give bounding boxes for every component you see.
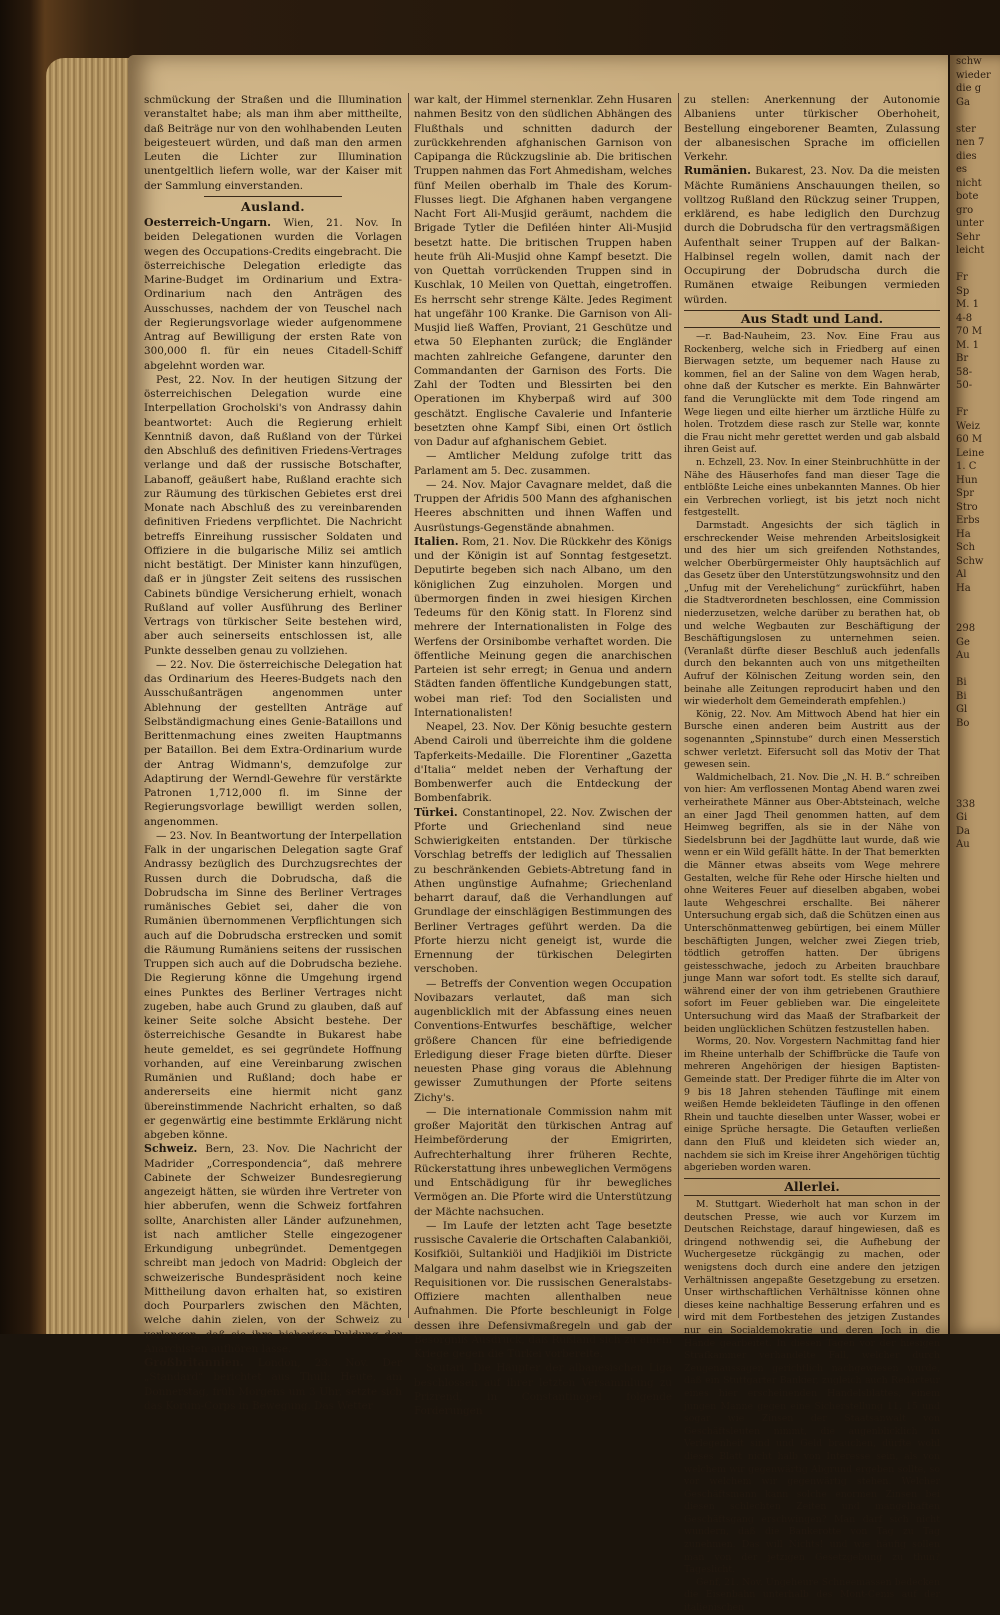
adjacent-page-fragment: es (956, 164, 968, 175)
article-text: Scutari. Die Häupter der albanesischen Liga beschlossen auf ihrer letzten Versammlung zu Prizrend, in Constantinopel folgende Forderungen (414, 1362, 672, 1417)
article-text: — Im Laufe der letzten acht Tage besetzte russische Cavalerie die Ortschaften Calabankiöi, Kosifkiöi, Sultankiöi und Hadjikiöi im Districte Malgara und nahm daselbst wie in Kriegszeiten Requisitionen vor. Die russischen Generalstabs-Offiziere machten allenthalben neue Aufnahmen. Die Pforte beschleunigt in Folge dessen ihre Defensivmaßregeln und gab der Besorgniß Ausdruck, daß Rußland sich zu einem Kriege gegen die Türkei vorbereite. (414, 1219, 672, 1360)
article-text: war kalt, der Himmel sternenklar. Zehn Husaren nahmen Besitz von den südlichen Abhängen des Flußthals und schnitten dadurch der zurückkehrenden afghanischen Garnison von Capipanga die Rückzugslinie ab. Die britischen Truppen nahmen das Fort Ahmedisham, welches fünf Meilen oberhalb im Thale des Korum-Flusses liegt. Die Afghanen haben vergangene Nacht Fort Ali-Musjid geräumt, nachdem die Brigade Tytler die Defiléen hinter Ali-Musjid besetzt hatte. Die britischen Truppen haben heute früh Ali-Musjid ohne Kampf besetzt. Die von Quettah vorrückenden Truppen sind in Kuschlak, 10 Meilen von Quettah, eingetroffen. Es herrscht sehr strenge Kälte. Jedes Regiment hat ungefähr 100 Kranke. Die Garnison von Ali-Musjid ließ Waffen, Proviant, 21 Geschütze und etwa 50 Elephanten zurück; die Engländer machten zahlreiche Gefangene, darunter den Commandanten der Garnison des Forts. Die Zahl der Todten und Blessirten bei den Operationen im Khyberpaß wird auf 300 geschätzt. Englische Cavalerie und Infanterie besetzten ohne Kampf Sibi, einen Ort östlich von Dadur auf afghanischem Gebiet. (414, 94, 672, 448)
adjacent-page-fragment: Weiz (956, 420, 980, 432)
adjacent-page-fragment (950, 784, 1000, 798)
adjacent-page-fragment: nen 7 (956, 137, 985, 148)
adjacent-page-fragment: Ha (956, 582, 971, 594)
adjacent-page-fragment: leicht (956, 245, 985, 256)
article-text: M. Stuttgart. Wiederholt hat man schon in der deutschen Presse, wie auch vor Kurzem im Deutschen Reichstage, darauf hingewiesen, daß es dringend nothwendig sei, die Aufhebung der Wuchergesetze rückgängig zu machen, oder wenigstens doch durch eine andere den jetzigen Verhältnissen angepaßte Gesetzgebung zu ersetzen. Unser wirthschaftlichen Verhältnisse können ohne dieses keine nachhaltige Besserung erfahren und es wird mit dem Fortbestehen des jetzigen Zustandes nur ein Socialdemokratie und deren Joch in die Hände gearbeitet. In diesen Tagen vor der hiesigen Strafkammer verhandelte Fall, welcher durch Zeugenaussagen gerichtlich nachgewiesen wurde, daß ein Stuttgarter Bankier, zugleich auch Redacteur eines hier erscheinenden Handelsblattes, einem jungen Manne gegen eine Sicherstellung 11, 15 und sogar wie Zinsen der Staatsanwalt von Geschäftsleuten nimmt, die augenblicklich in Verlegenheit sind und Geld brauchen, dürfte wohl dieses Blatt nicht halb von Interesse sein, als von welchem wir gegenwärtig Abgrund ergeben sollte, so vor welchem wir gegenwärtig stehen. Welcher Geschäftsmann kann solche enormen Zinsen bei diesen schlechten Zeiten und mangelhaften Geschäftsgang erschwingen? Man darf sich nicht wundern, daß die Bankerotte von Tag zu Tag zunehmen. Das will Nichts! und wie häufig sollen man von der jetzigen Gesetzgebung zu thun? Tageslicht. (684, 1199, 940, 1576)
article-text: Genf, 21. Nov. Ungeheure Schneemassen bedecken die Eisenbahn unterhalb des Mont-Cenis auf der italienischen (684, 1576, 940, 1614)
adjacent-page-fragment: M. 1 (956, 339, 979, 351)
country-heading: Großbritannien. (144, 1356, 244, 1369)
article-text: Pest, 22. Nov. In der heutigen Sitzung der österreichischen Delegation wurde eine Interpellation Grocholski's von Andrassy dahin beantwortet: Auch die Regierung erhielt Kenntniß davon, daß Rußland von der Türkei den Abschluß des definitiven Friedens-Vertrages verlange und daß der russische Botschafter, Labanoff, geäußert habe, Rußland erachte sich zur Räumung des türkischen Gebietes erst drei Monate nach Abschluß des zu vereinbarenden definitiven Friedens verpflichtet. Die Nachricht betreffs Einreihung russischer Soldaten und Offiziere in die bulgarische Miliz sei amtlich nicht bestätigt. Der Minister kann hinzufügen, daß er in jüngster Zeit seitens des russischen Cabinets bündige Versicherung erhielt, wonach Rußland auf voller Ausführung des Berliner Vertrags von türkischer Seite bestehen wird, aber auch seinerseits entschlossen ist, alle Punkte desselben genau zu vollziehen. (144, 373, 402, 657)
article-text: Worms, 20. Nov. Vorgestern Nachmittag fand hier im Rheine unterhalb der Schiffbrücke die Taufe von mehreren Angehörigen der hiesigen Baptisten-Gemeinde statt. Der Prediger führte die im Alter von 9 bis 18 Jahren stehenden Täuflinge mit einem weißen Hemde bekleideten Täuflinge in den offenen Rhein und tauchte dieselben unter Wasser, wobei er einige Sprüche hersagte. Die Getauften verließen dann den Fluß und kleideten sich wieder an, nachdem sie sich im Kreise ihrer Angehörigen tüchtig abgerieben worden waren. (684, 1036, 940, 1174)
adjacent-page-fragment: M. 1 (956, 299, 979, 310)
article-text: Rom, 21. Nov. Die Rückkehr des Königs und der Königin ist auf Sonntag festgesetzt. Deputirte begeben sich nach Albano, um den königlichen Zug einzuholen. Morgen und übermorgen finden in zwei hiesigen Kirchen Tedeums für den König statt. In Florenz sind mehrere der Internationalisten in Folge des Werfens der Orsinibombe verhaftet worden. Die öffentliche Meinung gegen die anarchischen Parteien ist sehr erregt; in Genua und andern Städten fanden öffentliche Kundgebungen statt, wobei man rief: Tod den Socialisten und Internationalisten! (414, 535, 672, 719)
adjacent-page-fragment: Fr (956, 272, 968, 283)
adjacent-page-fragment (950, 946, 1000, 960)
article-text: Waldmichelbach, 21. Nov. Die „N. H. B.“ schreiben von hier: Am verflossenen Montag Abend waren zwei verheirathete Männer aus Ober-Abtsteinach, welche an einer Jagd Theil genommen hatten, auf dem Heimweg begriffen, als sie in der Nähe von Siedelsbrunn bei der Jagdhütte laut wurde, daß wie wenn er ein Wild gefällt hätte. In der That bemerkten die Männer etwas abseits vom Wege mehrere Gestalten, welche für Rehe oder Hirsche hielten und ohne Weiteres Feuer auf dieselben abgaben, wobei laute Wehgeschrei erschallte. Bei näherer Untersuchung ergab sich, daß die Schützen einen aus Unterschönmattenweg gebürtigen, bei einem Müller beschäftigten Jungen, welcher zwei Ziegen trieb, tödtlich getroffen hatten. Der übrigens geistesschwache, jedoch zu Arbeiten brauchbare junge Mann war sofort todt. Es stellte sich darauf, während einer der von ihm getriebenen Grauthiere sofort im Feuer geblieben war. Die eingeleitete Untersuchung wird das Maaß der Strafbarkeit der beiden unglücklichen Schützen festzustellen haben. (684, 771, 940, 1035)
separator-rule (204, 196, 342, 197)
article-text: König, 22. Nov. Am Mittwoch Abend hat hier ein Bursche einen anderen beim Austritt aus der sogenannten „Spinnstube“ durch einen Messerstich schwer verletzt. Eifersucht soll das Motiv der That gewesen sein. (684, 708, 940, 771)
adjacent-page-fragment: 1. C (956, 461, 977, 472)
adjacent-page-fragment (950, 393, 1000, 407)
adjacent-page-fragment: unter (956, 218, 984, 229)
country-heading: Rumänien. (684, 164, 751, 178)
adjacent-page-fragment: 60 M (956, 434, 983, 445)
adjacent-page-fragment: Sehr (956, 231, 980, 243)
article-text: London, 23. Nov. Der „Standard“ berichtet aus Thull: Heute, am Donnerstag, früh Morgens um 3 Uhr, setzte sich das Korum-Corps in Bewegung. Das Wetter (144, 1357, 402, 1412)
adjacent-page-fragment (950, 595, 1000, 609)
adjacent-page-fragment: Bo (956, 717, 970, 729)
adjacent-page-fragment: 70 M (956, 326, 983, 337)
adjacent-page-fragment (950, 906, 1000, 920)
adjacent-page-fragment: Ha (956, 528, 971, 540)
adjacent-page-fragment: Br (956, 353, 969, 364)
article-text: zu stellen: Anerkennung der Autonomie Albaniens unter türkischer Oberhoheit, Bestellung eingeborener Beamten, Zulassung der albanesischen Sprache im officiellen Verkehr. (684, 94, 940, 163)
article-text: Bern, 23. Nov. Die Nachricht der Madrider „Correspondencia“, daß mehrere Cabinete der Schweizer Bundesregierung angezeigt hätten, sie würden ihre Vertreter von hier abberufen, wenn die Schweiz fortfahren sollte, Anarchisten aller Länder aufzunehmen, ist nach amtlicher Stelle eingezogener Erkundigung unbegründet. Dementgegen schreibt man jedoch von Madrid: Obgleich der schweizerische Bundespräsident noch keine Mittheilung davon erhalten hat, so existiren doch Pourparlers zwischen den Mächten, welche dahin zielen, von der Schweiz zu verlangen, daß sie ihre bisherige Duldung der Anarchisten aufhören lasse. (144, 1143, 402, 1355)
adjacent-page-fragment (950, 609, 1000, 623)
adjacent-page-fragment (950, 744, 1000, 758)
article-text: — 24. Nov. Major Cavagnare meldet, daß die Truppen der Afridis 500 Mann des afghanischen Heeres abschnitten und ihnen Waffen und Ausrüstungs-Gegenstände abnahmen. (414, 478, 672, 534)
adjacent-page-strip (950, 55, 1000, 1334)
adjacent-page-fragment (950, 109, 1000, 123)
adjacent-page-fragment (950, 919, 1000, 933)
adjacent-page-fragment: bote (956, 191, 979, 202)
adjacent-page-fragment (950, 852, 1000, 866)
adjacent-page-fragment: Erbs (956, 515, 980, 526)
article-text: — Die internationale Commission nahm mit großer Majorität den türkischen Antrag auf Heimbeförderung der Emigrirten, Aufrechterhaltung ihrer früheren Rechte, Rückerstattung ihres unbeweglichen Vermögens und Entschädigung für ihr bewegliches Vermögen an. Die Pforte wird die Unterstützung der Mächte nachsuchen. (414, 1105, 672, 1218)
adjacent-page-fragment (950, 663, 1000, 677)
adjacent-page-fragment: 298 (956, 623, 976, 634)
country-heading: Türkei. (414, 805, 458, 819)
country-heading: Italien. (414, 534, 459, 548)
section-heading: Ausland. (240, 198, 306, 214)
adjacent-page-fragment: 50- (956, 380, 973, 391)
adjacent-page-fragment: Au (956, 839, 970, 850)
adjacent-page-fragment (950, 987, 1000, 1001)
adjacent-page-fragment (950, 258, 1000, 272)
adjacent-page-fragment: gro (956, 204, 974, 216)
adjacent-page-fragment: Sp (956, 285, 970, 297)
column-2 (414, 93, 672, 1417)
column-divider (408, 93, 409, 1318)
adjacent-page-fragment (950, 730, 1000, 744)
adjacent-page-fragment: Au (956, 650, 970, 661)
adjacent-page-fragment (950, 865, 1000, 879)
adjacent-page-fragment: Bi (956, 690, 967, 702)
adjacent-page-fragment: Spr (956, 488, 975, 499)
adjacent-page-fragment: Leine (956, 447, 985, 459)
country-heading: Schweiz. (144, 1142, 198, 1156)
adjacent-page-fragment: ster (956, 123, 976, 135)
article-text: — Betreffs der Convention wegen Occupation Novibazars verlautet, daß man sich augenblicklich mit der Abfassung eines neuen Conventions-Entwurfes beschäftige, welcher größere Chancen für eine befriedigende Erledigung dieser Frage bieten dürfte. Dieser neuesten Phase ging voraus die Ablehnung gewisser Zumuthungen der Pforte seitens Zichy's. (414, 977, 672, 1104)
article-text: Wien, 21. Nov. In beiden Delegationen wurden die Vorlagen wegen des Occupations-Credits eingebracht. Die österreichische Delegation erledigte das Marine-Budget im Ordinarium und Extra-Ordinarium nach den Anträgen des Ausschusses, nachdem der von Teuschel nach der Regierungsvorlage wieder aufgenommene Antrag auf Bewilligung der ersten Rate von 300,000 fl. für ein neues Citadell-Schiff abgelehnt worden war. (144, 217, 402, 372)
column-1 (144, 93, 402, 1412)
article-text: Neapel, 23. Nov. Der König besuchte gestern Abend Cairoli und überreichte ihm die goldene Tapferkeits-Medaille. Die Florentiner „Gazetta d'Italia“ meldet neben der Verhaftung der Bombenwerfer auch die Entdeckung der Bombenfabrik. (414, 721, 672, 805)
column-divider (678, 93, 679, 1318)
article-text: schmückung der Straßen und die Illumination veranstaltet habe; als man ihm aber mittheilte, daß Beiträge nur von den wohlhabenden Leuten beigesteuert würden, und daß man den armen Leuten die Lichter zur Illumination unentgeltlich liefern wolle, war der Kaiser mit der Sammlung einverstanden. (144, 94, 402, 192)
adjacent-page-fragment: Stro (956, 501, 978, 513)
adjacent-page-fragment (950, 879, 1000, 893)
adjacent-page-fragment: Ge (956, 636, 970, 648)
article-text: Bukarest, 23. Nov. Da die meisten Mächte Rumäniens Anschauungen theilen, so volltzog Rußland den Rückzug seiner Truppen, erklärend, es habe lediglich den Durchzug durch die Dobrudscha für den vertragsmäßigen Aufenthalt seiner Truppen auf der Balkan-Halbinsel regeln wollen, damit nach der Occupirung der Dobrudscha durch die Rumänen etwaige Reibungen vermieden würden. (684, 165, 940, 306)
adjacent-page-fragment: 338 (956, 798, 976, 810)
adjacent-page-fragment: dies (956, 150, 977, 162)
adjacent-page-fragment: Ga (956, 96, 970, 108)
adjacent-page-fragment: 4-8 (956, 312, 973, 324)
article-text: Darmstadt. Angesichts der sich täglich in erschreckender Weise mehrenden Arbeitslosigkeit und des hier um sich greifenden Nothstandes, welcher Oberbürgermeister Ohly hauptsächlich auf das Gesetz über den Unterstützungswohnsitz und den „Unfug mit der Verehelichung“ zurückführt, haben die Stadtverordneten beschlossen, eine Commission niederzusetzen, welche darüber zu berathen hat, ob und welche Wegbauten zur Beschäftigung der Beschäftigungslosen zu unternehmen seien. (Veranlaßt dürfte dieser Beschluß auch jedenfalls durch den bekannten auch von uns mitgetheilten Aufruf der Kölnischen Zeitung worden sein, den beinahe alle Zeitungen reproducirt haben und den wir wiederholt dem Gemeinderath empfehlen.) (684, 519, 940, 708)
adjacent-page-fragment: Fr (956, 407, 968, 418)
article-text: n. Echzell, 23. Nov. In einer Steinbruchhütte in der Nähe des Häuserhofes fand man dieser Tage die entblößte Leiche eines unbekannten Mannes. Ob hier ein Verbrechen vorliegt, ist bis jetzt noch nicht festgestellt. (684, 456, 940, 519)
adjacent-page-fragment: Bi (956, 677, 967, 688)
adjacent-page-fragment (950, 973, 1000, 987)
newspaper-page (128, 55, 948, 1614)
adjacent-page-fragment: Da (956, 825, 970, 837)
section-heading: Aus Stadt und Land. (684, 310, 940, 328)
adjacent-page-fragment (950, 892, 1000, 906)
article-text: — 22. Nov. Die österreichische Delegation hat das Ordinarium des Heeres-Budgets nach den Ausschußanträgen angenommen unter Ablehnung der gestellten Anträge auf Selbständigmachung eines Genie-Bataillons und Berittenmachung eines zweiten Hauptmanns per Bataillon. Bei dem Extra-Ordinarium wurde der Antrag Widmann's, demzufolge zur Adaptirung der Werndl-Gewehre für verstärkte Patronen 1,712,000 fl. im Sinne der Regierungsvorlage bewilligt werden sollen, angenommen. (144, 658, 402, 828)
adjacent-page-fragment (950, 757, 1000, 771)
section-heading: Allerlei. (684, 1178, 940, 1196)
article-text: — Amtlicher Meldung zufolge tritt das Parlament am 5. Dec. zusammen. (414, 450, 672, 477)
adjacent-page-fragment: Al (956, 569, 967, 580)
adjacent-page-fragment: schw (956, 56, 982, 67)
column-3 (684, 93, 940, 1614)
adjacent-page-fragment (950, 771, 1000, 785)
adjacent-page-fragment: Schw (956, 555, 984, 567)
adjacent-page-fragment: Gi (956, 812, 968, 823)
country-heading: Oesterreich-Ungarn. (144, 216, 271, 229)
article-text: Constantinopel, 22. Nov. Zwischen der Pforte und Griechenland sind neue Schwierigkeiten entstanden. Der türkische Vorschlag betreffs der lediglich auf Thessalien zu beschränkenden Gebiets-Abtretung fand in Athen ungünstige Aufnahme; Griechenland beharrt darauf, daß die Verhandlungen auf Grundlage der einschlägigen Bestimmungen des Berliner Vertrages geführt werden. Da die Pforte hierzu nicht geneigt ist, wurde die Ernennung der türkischen Delegirten verschoben. (414, 806, 672, 976)
adjacent-page-fragment (950, 960, 1000, 974)
adjacent-page-fragment: 58- (956, 366, 973, 378)
adjacent-page-fragment: Hun (956, 474, 978, 486)
page-edges (46, 58, 136, 1334)
article-text: — 23. Nov. In Beantwortung der Interpellation Falk in der ungarischen Delegation sagte Graf Andrassy bezüglich des Durchzugsrechtes der Russen durch die Dobrudscha, daß die Dobrudscha im Sinne des Berliner Vertrages rumänisches Gebiet sei, daher die von Rumänien übernommenen Verpflichtungen sich auch auf die Dobrudscha erstrecken und somit die Räumung Rumäniens seitens der russischen Truppen sich auch auf die Dobrudscha beziehe. Die Regierung könne die Umgehung irgend eines Punktes des Berliner Vertrages nicht zugeben, habe auch Grund zu glauben, daß auf keiner Seite solche Absicht bestehe. Der österreichische Gesandte in Bukarest habe heute gemeldet, es sei gegründete Hoffnung vorhanden, auf eine Vereinbarung zwischen Rumänien und Rußland; doch habe er andererseits eine hiermit nicht ganz übereinstimmende Nachricht erhalten, so daß er gegenwärtig eine bestimmte Erklärung nicht abgeben könne. (144, 829, 402, 1141)
adjacent-page-fragment: wieder (956, 69, 991, 81)
adjacent-page-fragment: Sch (956, 542, 975, 553)
adjacent-page-fragment: die g (956, 83, 982, 94)
adjacent-page-fragment: Gl (956, 704, 968, 715)
adjacent-page-fragment (950, 933, 1000, 947)
adjacent-page-fragment: nicht (956, 177, 982, 189)
article-text: —r. Bad-Nauheim, 23. Nov. Eine Frau aus Rockenberg, welche sich in Friedberg auf einen Bierwagen setzte, um bequemer nach Hause zu kommen, fiel an der Saline von dem Wagen herab, ohne daß der Kutscher es merkte. Ein Bahnwärter fand die Verunglückte mit dem Tode ringend am Wege liegen und eilte hierher um ärztliche Hülfe zu holen. Trotzdem diese rasch zur Stelle war, konnte die Frau nicht mehr gerettet werden und gab alsbald ihren Geist auf. (684, 331, 940, 456)
